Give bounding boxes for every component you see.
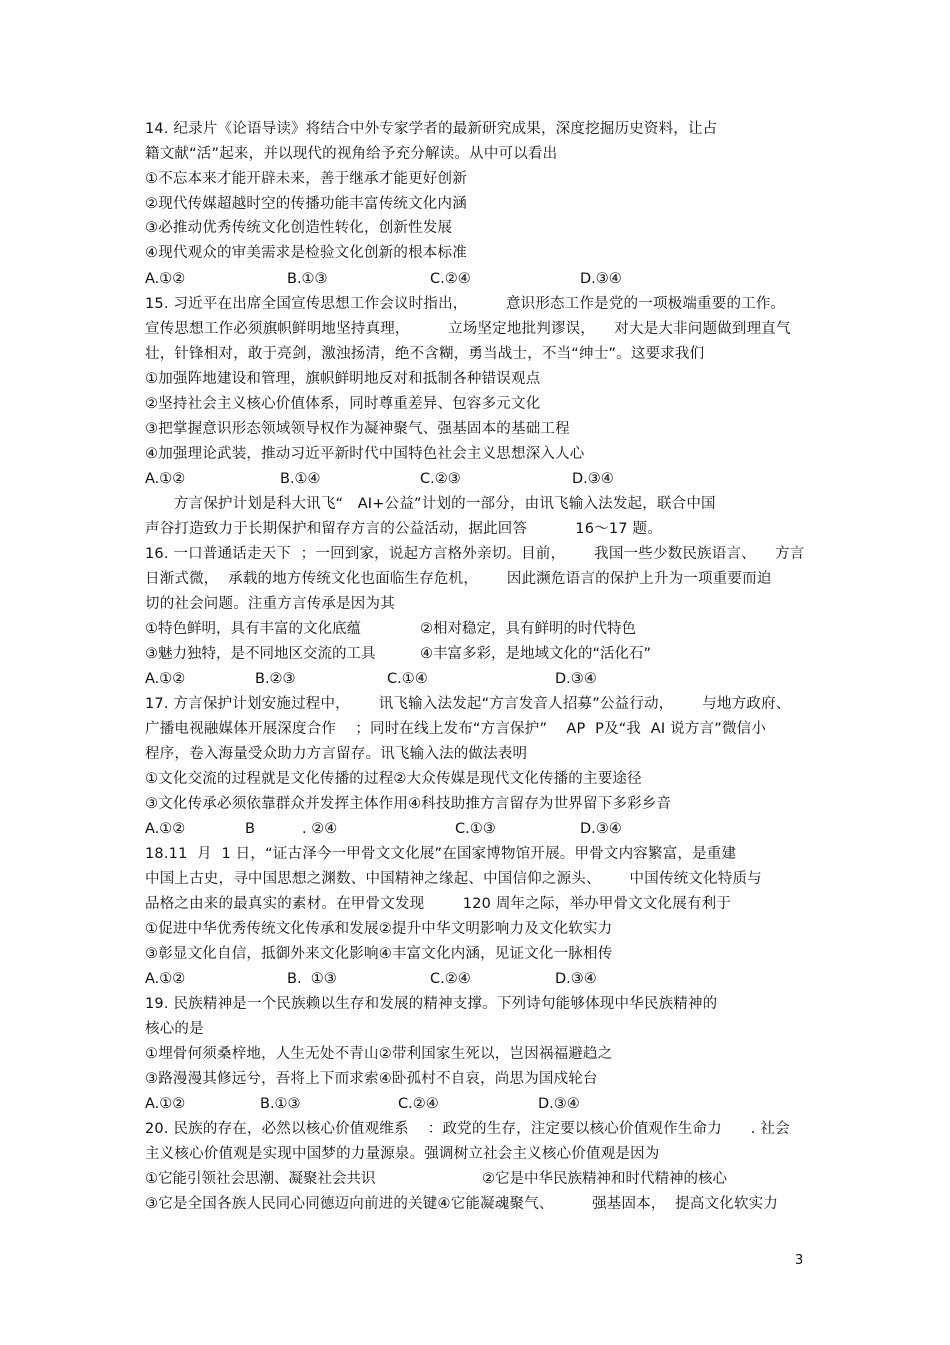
q16-stem-line-2: 日渐式微， 承载的地方传统文化也面临生存危机， 因此濒危语言的保护上升为一项重要而迫: [145, 571, 772, 587]
q16-stem-line-3: 切的社会问题。注重方言传承是因为其: [145, 596, 395, 612]
q14-statement-1: ①不忘本来才能开辟未来，善于继承才能更好创新: [145, 171, 467, 187]
q15-statement-1: ①加强阵地建设和管理，旗帜鲜明地反对和抵制各种错误观点: [145, 371, 541, 387]
q15-stem-line-1: 15. 习近平在出席全国宣传思想工作会议时指出， 意识形态工作是党的一项极端重要的工作。: [145, 296, 786, 312]
q19-stem-line-1: 19. 民族精神是一个民族赖以生存和发展的精神支撑。下列诗句能够体现中华民族精神的: [145, 996, 718, 1012]
q18-statement-1-2: ①促进中华优秀传统文化传承和发展②提升中华文明影响力及文化软实力: [145, 921, 613, 937]
q14-statement-4: ④现代观众的审美需求是检验文化创新的根本标准: [145, 245, 467, 261]
q16-option-a: A.①②: [145, 671, 186, 687]
q18-option-c: C.②④: [430, 971, 471, 987]
q15-option-b: B.①④: [280, 471, 321, 487]
q19-option-b: B.①③: [260, 1096, 301, 1112]
q19-option-a: A.①②: [145, 1096, 186, 1112]
q14-option-d: D.③④: [580, 271, 622, 287]
q14-statement-3: ③必推动优秀传统文化创造性转化，创新性发展: [145, 220, 453, 236]
q17-statement-3-4: ③文化传承必须依靠群众并发挥主体作用④科技助推方言留存为世界留下多彩乡音: [145, 796, 672, 812]
q16-statement-1: ①特色鲜明，具有丰富的文化底蕴: [145, 621, 361, 637]
q18-stem-line-3: 品格之由来的最真实的素材。在甲骨文发现 120 周年之际，举办甲骨文文化展有利于: [145, 896, 732, 912]
q17-statement-1-2: ①文化交流的过程就是文化传播的过程②大众传媒是现代文化传播的主要途径: [145, 771, 642, 787]
q16-statement-2: ②相对稳定，具有鲜明的时代特色: [420, 621, 636, 637]
q17-option-b: B: [245, 821, 255, 837]
q16-option-c: C.①④: [387, 671, 428, 687]
q17-stem-line-3: 程序，卷入海量受众助力方言留存。讯飞输入法的做法表明: [145, 746, 528, 762]
q19-option-c: C.②④: [398, 1096, 439, 1112]
q20-stem-line-1: 20. 民族的存在，必然以核心价值观维系 ：政党的生存，注定要以核心价值观作生命力 . 社会: [145, 1121, 790, 1137]
q15-statement-2: ②坚持社会主义核心价值体系，同时尊重差异、包容多元文化: [145, 396, 541, 412]
q14-option-b: B.①③: [287, 271, 328, 287]
q15-stem-line-3: 壮，针锋相对，敢于亮剑，激浊扬清，绝不含糊，勇当战士，不当“绅士”。这要求我们: [145, 346, 705, 362]
passage-line-2: 声谷打造致力于长期保护和留存方言的公益活动，据此回答 16～17 题。: [145, 521, 662, 537]
q15-option-d: D.③④: [572, 471, 614, 487]
q18-statement-3-4: ③彰显文化自信，抵御外来文化影响④丰富文化内涵，见证文化一脉相传: [145, 946, 613, 962]
q17-stem-line-1: 17. 方言保护计划安施过程中， 讯飞输入法发起“方言发音人招募”公益行动， 与地方政府、: [145, 696, 791, 712]
q18-stem-line-1: 18.11 月 1 日，“证古泽今一甲骨文文化展”在国家博物馆开展。甲骨文内容繁富，是重建: [145, 846, 737, 862]
q18-option-b: B. ①③: [287, 971, 337, 987]
q17-option-d: D.③④: [580, 821, 622, 837]
q14-stem-line-2: 籍文献“活”起来，并以现代的视角给予充分解读。从中可以看出: [145, 146, 558, 162]
q14-statement-2: ②现代传媒超越时空的传播功能丰富传统文化内涵: [145, 196, 467, 212]
q16-stem-line-1: 16. 一口普通话走天下 ；一回到家，说起方言格外亲切。目前， 我国一些少数民族语言、 方言: [145, 546, 805, 562]
q16-option-d: D.③④: [555, 671, 597, 687]
q16-statement-3: ③魅力独特，是不同地区交流的工具: [145, 646, 376, 662]
q19-statement-3-4: ③路漫漫其修远兮，吾将上下而求索④卧孤村不自哀，尚思为国戍轮台: [145, 1071, 598, 1087]
q17-option-a: A.①②: [145, 821, 186, 837]
q20-statement-1: ①它能引领社会思潮、凝聚社会共识: [145, 1171, 376, 1187]
q14-option-a: A.①②: [145, 271, 186, 287]
q20-statement-3-4: ③它是全国各族人民同心同德迈向前进的关键④它能凝魂聚气、 强基固本， 提高文化软实力: [145, 1196, 779, 1212]
q14-stem-line-1: 14. 纪录片《论语导读》将结合中外专家学者的最新研究成果，深度挖掘历史资料，让占: [145, 121, 718, 137]
passage-line-1: 方言保护计划是科大讯飞“ AI+公益”计划的一部分，由讯飞输入法发起，联合中国: [145, 496, 716, 512]
q15-stem-line-2: 宣传思想工作必须旗帜鲜明地坚持真理， 立场坚定地批判谬误， 对大是大非问题做到理直气: [145, 321, 791, 337]
q15-option-a: A.①②: [145, 471, 186, 487]
q14-option-c: C.②④: [430, 271, 471, 287]
q17-option-b-cont: . ②④: [302, 821, 338, 837]
q20-statement-2: ②它是中华民族精神和时代精神的核心: [482, 1171, 727, 1187]
q16-option-b: B.②③: [255, 671, 296, 687]
q17-stem-line-2: 广播电视融媒体开展深度合作 ；同时在线上发布“方言保护” AP P及“我 AI 说方言”微信小: [145, 721, 767, 737]
q20-stem-line-2: 主义核心价值观是实现中国梦的力量源泉。强调树立社会主义核心价值观是因为: [145, 1146, 660, 1162]
q15-statement-3: ③把掌握意识形态领域领导权作为凝神聚气、强基固本的基础工程: [145, 421, 570, 437]
q15-statement-4: ④加强理论武装，推动习近平新时代中国特色社会主义思想深入人心: [145, 446, 585, 462]
q19-statement-1-2: ①埋骨何须桑梓地，人生无处不青山②带利国家生死以，岂因祸福避趋之: [145, 1046, 613, 1062]
q19-stem-line-2: 核心的是: [145, 1021, 204, 1037]
q17-option-c: C.①③: [455, 821, 496, 837]
q18-option-d: D.③④: [555, 971, 597, 987]
q19-option-d: D.③④: [538, 1096, 580, 1112]
q18-option-a: A.①②: [145, 971, 186, 987]
q15-option-c: C.②③: [420, 471, 461, 487]
q18-stem-line-2: 中国上古史，寻中国思想之渊数、中国精神之缘起、中国信仰之源头、 中国传统文化特质与: [145, 871, 762, 887]
page-number: 3: [795, 1253, 804, 1268]
q16-statement-4: ④丰富多彩，是地域文化的“活化石”: [420, 646, 652, 662]
